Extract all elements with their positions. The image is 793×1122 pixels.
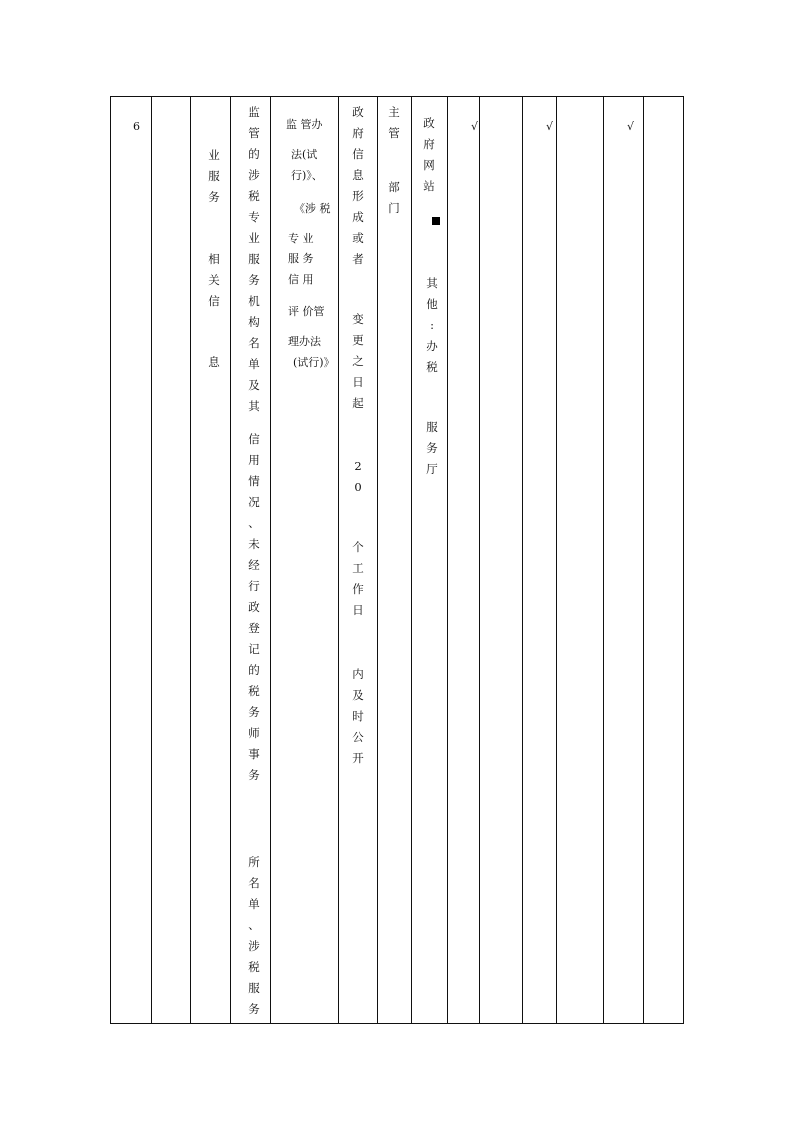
- time-limit-part-3: 2 0: [354, 459, 362, 494]
- channel-other-part-1: 其 他 : 办 税: [426, 276, 438, 374]
- column-divider: [556, 97, 557, 1023]
- check-mark: √: [471, 120, 479, 133]
- channel-other-part-2: 服 务 厅: [426, 420, 438, 476]
- content-category-part-2: 相 关 信: [208, 252, 220, 308]
- column-divider: [522, 97, 523, 1023]
- column-divider: [447, 97, 448, 1023]
- channel-government-website: 政 府 网 站: [423, 116, 435, 193]
- disclosing-body-part-1: 主 管: [388, 105, 400, 140]
- time-limit-part-2: 变 更 之 日 起: [352, 312, 364, 410]
- column-divider: [190, 97, 191, 1023]
- checkbox-filled-icon: [432, 217, 440, 225]
- column-divider: [230, 97, 231, 1023]
- basis-line-4: 《涉 税: [294, 202, 331, 215]
- content-category-part-3: 息: [208, 355, 220, 369]
- time-limit-part-4: 个 工 作 日: [352, 540, 364, 617]
- basis-line-3: 行)》、: [291, 169, 323, 182]
- content-detail-part-2: 信 用 情 况 、 未 经 行 政 登 记 的 税 务 师 事 务: [248, 432, 260, 782]
- content-detail-part-1: 监 管 的 涉 税 专 业 服 务 机 构 名 单 及 其: [248, 105, 260, 413]
- basis-line-6: 服 务: [288, 252, 314, 265]
- content-category-part-1: 业 服 务: [208, 148, 220, 204]
- row-number: 6: [133, 120, 140, 133]
- disclosure-table: [110, 96, 684, 1024]
- basis-line-9: 理办法: [288, 335, 321, 348]
- column-divider: [643, 97, 644, 1023]
- basis-line-2: 法(试: [291, 148, 318, 161]
- basis-line-7: 信 用: [288, 273, 314, 286]
- time-limit-part-1: 政 府 信 息 形 成 或 者: [352, 105, 364, 266]
- check-mark: √: [546, 120, 554, 133]
- basis-line-1: 监 管办: [286, 118, 323, 131]
- column-divider: [603, 97, 604, 1023]
- column-divider: [411, 97, 412, 1023]
- column-divider: [479, 97, 480, 1023]
- check-mark: √: [627, 120, 635, 133]
- disclosing-body-part-2: 部 门: [388, 180, 400, 215]
- basis-line-10: (试行)》: [293, 356, 335, 369]
- content-detail-part-3: 所 名 单 、 涉 税 服 务: [248, 855, 260, 1016]
- column-divider: [270, 97, 271, 1023]
- column-divider: [151, 97, 152, 1023]
- column-divider: [338, 97, 339, 1023]
- time-limit-part-5: 内 及 时 公 开: [352, 667, 364, 765]
- basis-line-5: 专 业: [288, 232, 314, 245]
- basis-line-8: 评 价管: [288, 305, 325, 318]
- column-divider: [377, 97, 378, 1023]
